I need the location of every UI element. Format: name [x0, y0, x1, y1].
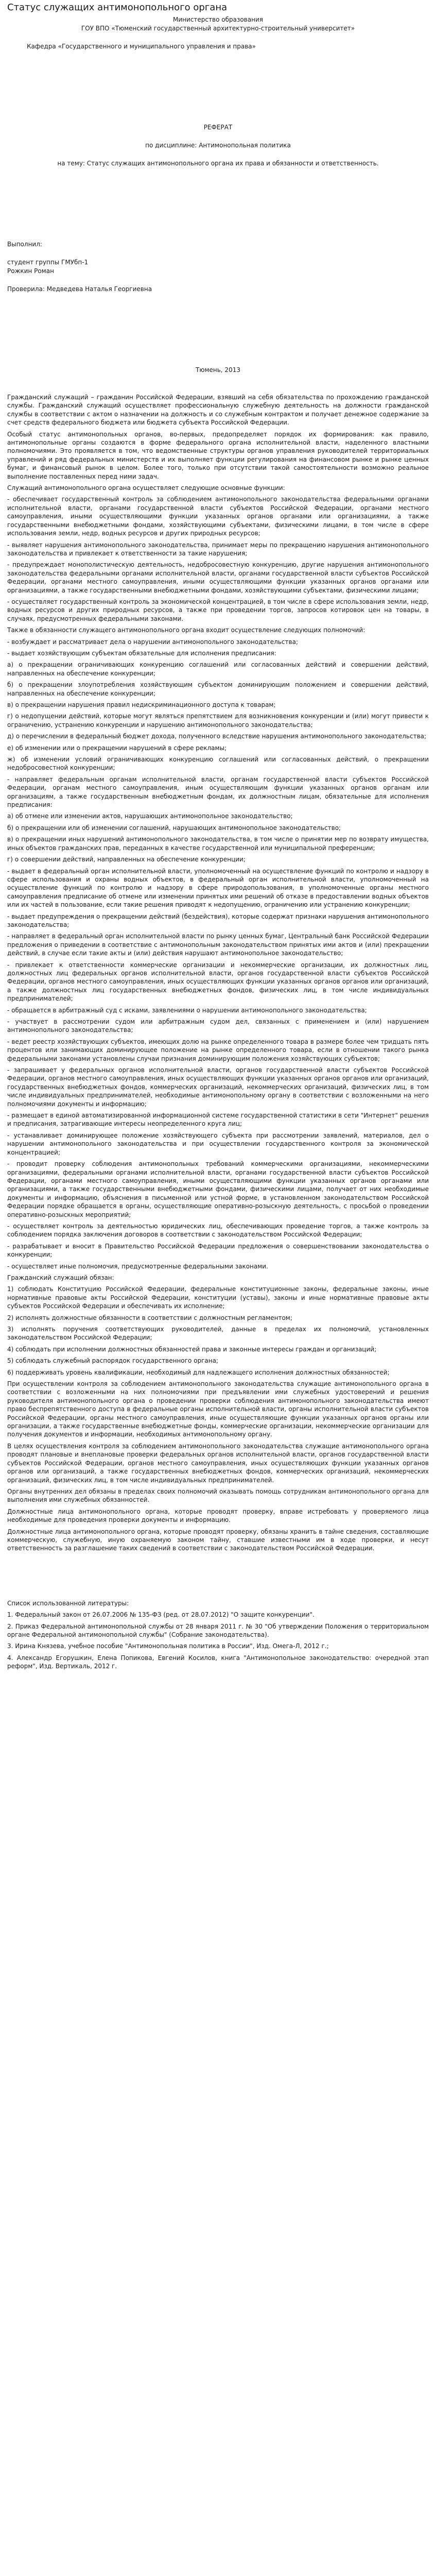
body-paragraph: - ведет реестр хозяйствующих субъектов, имеющих долю на рынке определенного товара в размере более чем тридцать пять процентов или занимающих доминирующее положение на рынке определенного товара, если в отношении такого рынка федеральными законами установлены случаи признания доминирующим положения хозяйствующих субъектов; [7, 1038, 429, 1062]
essay-heading: РЕФЕРАТ [203, 124, 233, 131]
body-paragraph: е) об изменении или о прекращении нарушений в сфере рекламы; [7, 744, 227, 752]
body-paragraph: - устанавливает доминирующее положение хозяйствующего субъекта при рассмотрении заявлений, материалов, дел о нарушении антимонопольного законодательства и при осуществлении государственного контроля за экономической концентрацией; [7, 1131, 429, 1156]
body-paragraph: - выдает предупреждения о прекращении действий (бездействия), которые содержат признаки нарушения антимонопольного законодательства; [7, 912, 429, 928]
body-paragraph: Должностные лица антимонопольного органа, которые проводят проверку, обязаны хранить в тайне сведения, составляющие коммерческую, служебную, иную охраняемую законом тайну, ставшие известными им в ходе проверки, и несут ответственность за разглашение таких сведений в соответствии с законодательством Российской Федерации. [7, 1528, 429, 1552]
body-paragraph: 6) поддерживать уровень квалификации, необходимый для надлежащего исполнения должностных обязанностей; [7, 1368, 390, 1376]
body-paragraph: а) о прекращении ограничивающих конкуренцию соглашений или согласованных действий и совершении действий, направленных на обеспечение конкуренции; [7, 661, 429, 677]
city-year: Тюмень, 2013 [196, 366, 240, 374]
university-line: ГОУ ВПО «Тюменский государственный архитектурно-строительный университет» [81, 25, 355, 32]
body-paragraph: При осуществлении контроля за соблюдением антимонопольного законодательства служащие антимонопольного органа в соответствии с возложенными на них полномочиями при предъявлении ими служебных удостоверений и решения руководителя антимонопольного органа о проведении проверки соблюдения антимонопольного законодательства имеют право беспрепятственного доступа в федеральные органы исполнительной власти, органы исполнительной власти субъектов Российской Федерации, органы местного самоуправления, иные осуществляющие функции указанных органов органы или организации, а также государственные внебюджетные фонды, коммерческие организации, некоммерческие организации для получения документов и информации, необходимых антимонопольному органу. [7, 1380, 429, 1438]
body-paragraph: - направляет в федеральный орган исполнительной власти по рынку ценных бумаг, Центральный банк Российской Федерации предложения о приведении в соответствие с антимонопольным законодательством принятых ими актов и (или) прекращении действий, в случае если такие акты и (или) действия нарушают антимонопольное законодательство; [7, 933, 429, 957]
body-paragraph: Особый статус антимонопольных органов, во-первых, предопределяет порядок их формирования: как правило, антимонопольные органы создаются в форме федерального органа исполнительной власти, наделенного властными полномочиями. Это проявляется в том, что ведомственные структуры органов управления руководителей территориальных управлений и ряд федеральных министерств и их выполняет функции регулирования на финансовом рынке и рынке ценных бумаг, и финансовый рынок в целом. Более того, только при отсутствии такой самостоятельности возможно реальное выполнение поставленных перед ними задач. [7, 430, 429, 480]
body-paragraph: Также в обязанности служащего антимонопольного органа входит осуществление следующих полномочий: [7, 626, 365, 634]
body-paragraph: - направляет федеральным органам исполнительной власти, органам государственной власти субъектов Российской Федерации, органам местного самоуправления, иным осуществляющим функции указанных органов органам или организациям, а также государственным внебюджетным фондам, их должностным лицам, обязательные для исполнения предписания: [7, 775, 429, 809]
body-paragraph: - участвует в рассмотрении судом или арбитражным судом дел, связанных с применением и (или) нарушением антимонопольного законодательства; [7, 1018, 429, 1034]
checked-by: Проверила: Медведева Наталья Георгиевна [7, 285, 152, 293]
body-paragraph: б) о прекращении злоупотребления хозяйствующим субъектом доминирующим положением и совершении действий, направленных на обеспечение конкуренции; [7, 681, 429, 697]
references-section [7, 1599, 429, 1671]
body-paragraph: - осуществляет контроль за деятельностью юридических лиц, обеспечивающих проведение торгов, а также контроль за соблюдением порядка заключения договоров в соответствии с законодательством Российской Федерации; [7, 1222, 429, 1239]
body-paragraph: - возбуждает и рассматривает дела о нарушении антимонопольного законодательства; [7, 638, 298, 646]
body-paragraph: - выдает хозяйствующим субъектам обязательные для исполнения предписания: [7, 649, 276, 657]
body-paragraph: 4) соблюдать при исполнении должностных обязанностей права и законные интересы граждан и организаций; [7, 1345, 377, 1353]
reference-item: 4. Александр Егорушкин, Елена Попикова, Евгений Косилов, книга "Антимонопольное законодательство: очередной этап реформ", Изд. Вертикаль, 2012 г. [7, 1654, 429, 1670]
body-paragraph: Служащий антимонопольного органа осуществляет следующие основные функции: [7, 484, 285, 492]
performer-group: студент группы ГМУбп-1 [7, 259, 89, 266]
body-paragraph: б) о прекращении или об изменении соглашений, нарушающих антимонопольное законодательство; [7, 824, 341, 832]
body-paragraph: В целях осуществления контроля за соблюдением антимонопольного законодательства служащие антимонопольного органа проводят плановые и внеплановые проверки федеральных органов исполнительной власти, органов государственной власти субъектов Российской Федерации, органов местного самоуправления, иных осуществляющих функции указанных органов органов или организаций, а также государственных внебюджетных фондов, коммерческих организаций, некоммерческих организаций, физических лиц, в том числе индивидуальных предпринимателей. [7, 1442, 429, 1484]
body-paragraph: - выявляет нарушения антимонопольного законодательства, принимает меры по прекращению нарушения антимонопольного законодательства и привлекает к ответственности за такие нарушения; [7, 541, 429, 557]
references-heading: Список использованной литературы: [7, 1599, 129, 1607]
body-paragraph: - разрабатывает и вносит в Правительство Российской Федерации предложения о совершенствовании законодательства о конкуренции; [7, 1242, 429, 1259]
body-paragraph: - размещает в единой автоматизированной информационной системе государственной статистики в сети "Интернет" решения и предписания, затрагивающие интересы неопределенного круга лиц; [7, 1112, 429, 1128]
performer-label: Выполнил: [7, 241, 42, 248]
body-paragraph: - осуществляет государственный контроль за экономической концентрацией, в том числе в сфере использования земли, недр, водных ресурсов и других природных ресурсов, а также при проведении торгов, запросов котировок цен на товары, в случаях, предусмотренных федеральными законами. [7, 598, 429, 622]
document-body [7, 393, 429, 1553]
body-paragraph: - запрашивает у федеральных органов исполнительной власти, органов государственной власти субъектов Российской Федерации, органов местного самоуправления, иных осуществляющих функции указанных органов органов или организаций, государственных внебюджетных фондов, коммерческих организаций, некоммерческих организаций, физических лиц, в том числе индивидуальных предпринимателей, необходимые антимонопольному органу в соответствии с возложенными на него полномочиями документы и информацию; [7, 1066, 429, 1108]
ministry-line: Министерство образования [173, 16, 263, 23]
body-paragraph: 3) исполнять поручения соответствующих руководителей, данные в пределах их полномочий, установленных законодательством Российской Федерации; [7, 1326, 429, 1342]
body-paragraph: г) о недопущении действий, которые могут являться препятствием для возникновения конкуренции и (или) могут привести к ограничению, устранению конкуренции и нарушению антимонопольного законодательства; [7, 713, 429, 728]
body-paragraph: - осуществляет иные полномочия, предусмотренные федеральными законами. [7, 1262, 268, 1270]
body-paragraph: в) о прекращении иных нарушений антимонопольного законодательства, в том числе о принятии мер по возврату имущества, иных объектов гражданских прав, переданных в качестве государственной или муниципальной преференции; [7, 836, 429, 852]
body-paragraph: Гражданский служащий обязан: [7, 1274, 114, 1281]
body-paragraph: 2) исполнять должностные обязанности в соответствии с должностным регламентом; [7, 1314, 292, 1321]
reference-item: 2. Приказ Федеральной антимонопольной службы от 28 января 2011 г. № 30 "Об утверждении Положения о территориальном органе Федеральной антимонопольной службы" (Собрание законодательства). [7, 1622, 429, 1638]
reference-item: 1. Федеральный закон от 26.07.2006 № 135-ФЗ (ред. от 28.07.2012) "О защите конкуренции". [7, 1611, 315, 1619]
body-paragraph: д) о перечислении в федеральный бюджет дохода, полученного вследствие нарушения антимонопольного законодательства; [7, 733, 427, 740]
department-line: Кафедра «Государственного и муниципального управления и права» [27, 43, 256, 50]
body-paragraph: - обеспечивает государственный контроль за соблюдением антимонопольного законодательства федеральными органами исполнительной власти, органами государственной власти субъектов Российской Федерации, органами местного самоуправления, иными осуществляющими функции указанных органов органами или организациями, а также государственными внебюджетными фондами, хозяйствующими субъектами, физическими лицами, в том числе в сфере использования земли, недр, водных ресурсов и других природных ресурсов; [7, 496, 429, 537]
body-paragraph: - привлекает к ответственности коммерческие организации и некоммерческие организации, их должностных лиц, должностных лиц федеральных органов исполнительной власти, органов государственной власти субъектов Российской Федерации, органов местного самоуправления, иных осуществляющих функции указанных органов органов или организаций, а также должностных лиц государственных внебюджетных фондов, физических лиц, в том числе индивидуальных предпринимателей; [7, 961, 429, 1003]
body-paragraph: Органы внутренних дел обязаны в пределах своих полномочий оказывать помощь сотрудникам антимонопольного органа для выполнения ими служебных обязанностей. [7, 1487, 429, 1504]
body-paragraph: Должностные лица антимонопольного органа, которые проводят проверку, вправе истребовать у проверяемого лица необходимые для проведения проверки документы и информацию. [7, 1507, 429, 1524]
body-paragraph: - предупреждает монополистическую деятельность, недобросовестную конкуренцию, другие нарушения антимонопольного законодательства федеральными органами исполнительной власти, органами государственной власти субъектов Российской Федерации, органами местного самоуправления, иными осуществляющими функции указанных органов органами или организациями, а также государственными внебюджетными фондами, хозяйствующими субъектами, физическими лицами; [7, 561, 429, 594]
title-page [7, 15, 429, 33]
body-paragraph: - выдает в федеральный орган исполнительной власти, уполномоченный на осуществление функций по контролю и надзору в сфере использования и охраны водных объектов, в федеральный орган исполнительной власти, уполномоченный на осуществление функций по контролю и надзору в сфере природопользования, в уполномоченные органы местного самоуправления предписание об отмене или изменении принятых ими решений об отказе в предоставлении водных объектов или их частей в пользование, если такие решения приводят к недопущению, ограничению или устранению конкуренции; [7, 867, 429, 909]
body-paragraph: - проводит проверку соблюдения антимонопольных требований коммерческими организациями, некоммерческими организациями, федеральными органами исполнительной власти, органами государственной власти субъектов Российской Федерации, органами местного самоуправления, иными осуществляющими функции указанных органов органами или организациями, а также государственными внебюджетными фондами, физическими лицами, получает от них необходимые документы и информацию, объяснения в письменной или устной форме, в установленном законодательством Российской Федерации порядке обращается в органы, осуществляющие оперативно-розыскную деятельность, с просьбой о проведении оперативно-розыскных мероприятий; [7, 1160, 429, 1218]
body-paragraph: - обращается в арбитражный суд с исками, заявлениями о нарушении антимонопольного законодательства; [7, 1006, 367, 1014]
body-paragraph: 1) соблюдать Конституцию Российской Федерации, федеральные конституционные законы, федеральные законы, иные нормативные правовые акты Российской Федерации, конституции (уставы), законы и иные нормативные правовые акты субъектов Российской Федерации и обеспечивать их исполнение; [7, 1285, 429, 1310]
body-paragraph: 5) соблюдать служебный распорядок государственного органа; [7, 1357, 218, 1365]
body-paragraph: а) об отмене или изменении актов, нарушающих антимонопольное законодательство; [7, 812, 293, 820]
body-paragraph: г) о совершении действий, направленных на обеспечение конкуренции; [7, 856, 246, 863]
document-title: Статус служащих антимонопольного органа [7, 2, 228, 13]
reference-item: 3. Ирина Князева, учебное пособие "Антимонопольная политика в России", Изд. Омега-Л, 2012 г.; [7, 1642, 329, 1650]
performer-name: Рожкин Роман [7, 267, 54, 275]
essay-discipline: по дисциплине: Антимонопольная политика [145, 142, 291, 149]
body-paragraph: ж) об изменении условий ограничивающих конкуренцию соглашений или согласованных действий, о прекращении недобросовестной конкуренции; [7, 756, 429, 772]
body-paragraph: в) о прекращении нарушения правил недискриминационного доступа к товарам; [7, 701, 276, 708]
essay-topic: на тему: Статус служащих антимонопольного органа их права и обязанности и ответственность. [57, 160, 379, 167]
body-paragraph: Гражданский служащий – гражданин Российской Федерации, взявший на себя обязательства по прохождению гражданской службы. Гражданский служащий осуществляет профессиональную служебную деятельность на должности гражданской службы в соответствии с актом о назначении на должность и со служебным контрактом и получает денежное содержание за счет средств федерального бюджета или бюджета субъекта Российской Федерации. [7, 394, 429, 427]
